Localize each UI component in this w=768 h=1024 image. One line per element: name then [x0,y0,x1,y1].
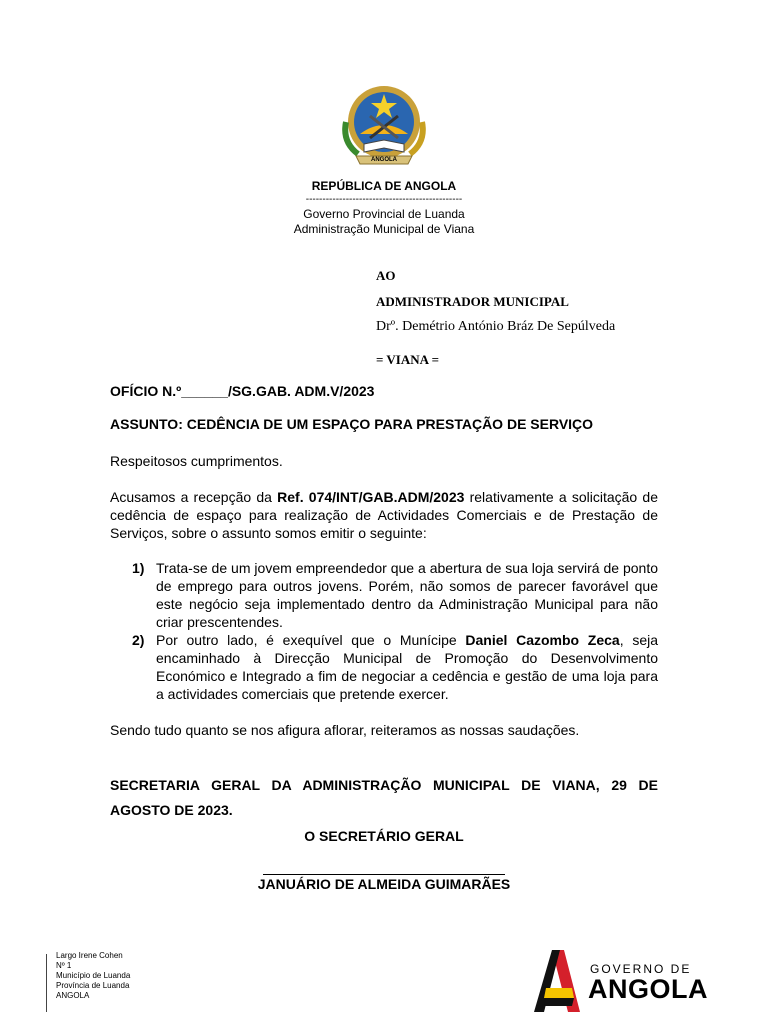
republic-title: REPÚBLICA DE ANGOLA [311,179,457,193]
recipient-name: Drº. Demétrio António Bráz De Sepúlveda [376,319,616,334]
recipient-place: = VIANA = [376,352,439,367]
province-name: Governo Provincial de Luanda [303,207,465,221]
municipality-name: Administração Municipal de Viana [293,222,475,236]
emblem-ribbon-label: ANGOLA [371,157,397,163]
list-text-end: , seja encaminhado à Direcção Municipal de Promoção do Desenvolvimento Económico e Integrado a fim de negociar a cedência e gestão de uma loja para a actividades comerciais que pretende exercer. [156,632,658,702]
office-number: OFÍCIO N.º______/SG.GAB. ADM.V/2023 [110,383,375,399]
list-number: 2) [132,632,145,648]
subject-line: ASSUNTO: CEDÊNCIA DE UM ESPAÇO PARA PRESTAÇÃO DE SERVIÇO [110,416,594,432]
recipient-to: AO [376,268,396,283]
list-item [132,559,658,630]
paragraph-intro [110,488,658,542]
list-text: Trata-se de um jovem empreendedor que a abertura de sua loja servirá de ponto de emprego para outros jovens. Porém, não somos de parecer favorável que este negócio seja implementado dentro da Administração Municipal para não criar prescentendes. [156,560,658,630]
citizen-name: Daniel Cazombo Zeca [465,632,620,648]
angola-a-mark-icon [532,948,582,1014]
signatory-name: JANUÁRIO DE ALMEIDA GUIMARÃES [257,876,511,892]
recipient-title: ADMINISTRADOR MUNICIPAL [376,294,569,309]
list-text-start: Por outro lado, é exequível que o Munícipe [156,632,466,648]
signatory-role: O SECRETÁRIO GERAL [304,828,464,844]
greeting: Respeitosos cumprimentos. [110,453,283,469]
address-line: Província de Luanda [56,981,130,990]
address-line: Nº 1 [56,961,72,970]
list-item [132,631,658,705]
address-line: Largo Irene Cohen [56,951,123,960]
logo-top-text: GOVERNO DE [590,962,692,976]
closing-sentence: Sendo tudo quanto se nos afigura aflorar, reiteramos as nossas saudações. [110,722,580,738]
angola-coat-of-arms [336,82,432,168]
paragraph-intro-start: Acusamos a recepção da [110,489,278,505]
signature-line [263,874,505,875]
footer-address [56,951,130,1001]
governo-angola-logo [532,948,708,1014]
paragraph-intro-end: relativamente a solicitação de cedência de espaço para realização de Actividades Comerciais e de Prestação de Serviços, sobre o assunto somos emitir o seguinte: [110,489,658,541]
logo-bottom-text: ANGOLA [588,974,708,1004]
address-line: Município de Luanda [56,971,131,980]
list-text [156,631,658,703]
footer-divider [46,954,47,1012]
header-separator: ----------------------------------------------- [305,194,463,205]
list-number: 1) [132,560,145,576]
reference-number: Ref. 074/INT/GAB.ADM/2023 [277,489,465,505]
place-and-date: SECRETARIA GERAL DA ADMINISTRAÇÃO MUNICIPAL DE VIANA, 29 DE AGOSTO DE 2023. [110,777,658,818]
address-line: ANGOLA [56,991,90,1000]
